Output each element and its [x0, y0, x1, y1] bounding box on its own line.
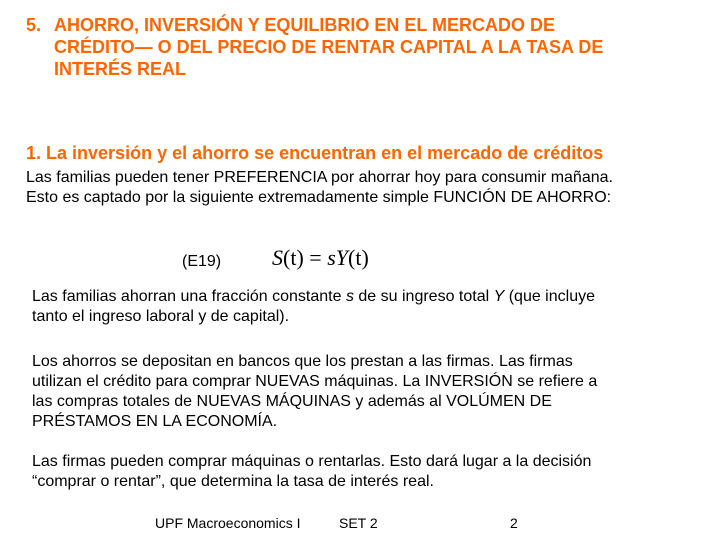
- section-heading-text: La inversión y el ahorro se encuentran en el mercado de créditos: [46, 143, 604, 163]
- section-number: 1.: [26, 143, 42, 163]
- paragraph2-text-c: (que incluye: [504, 288, 595, 305]
- paragraph3-line-1: Los ahorros se depositan en bancos que los prestan a las firmas. Las firmas: [32, 353, 573, 370]
- equation-lhs-arg: (t): [283, 245, 304, 270]
- paragraph4-line-1: Las firmas pueden comprar máquinas o rentarlas. Esto dará lugar a la decisión: [32, 453, 592, 470]
- paragraph2-var-y: Y: [493, 288, 505, 305]
- paragraph4-line-2: “comprar o rentar”, que determina la tasa de interés real.: [32, 473, 434, 490]
- equation-rhs-var: Y: [335, 245, 348, 270]
- paragraph3-line-3: las compras totales de NUEVAS MÁQUINAS y además al VOLÚMEN DE: [32, 393, 552, 410]
- title-line-1: AHORRO, INVERSIÓN Y EQUILIBRIO EN EL MERCADO DE: [54, 15, 556, 35]
- paragraph2-line-1: [32, 287, 712, 307]
- section-heading: [26, 142, 706, 164]
- paragraph2-var-s: s: [345, 288, 354, 305]
- paragraph-buy-or-rent: [32, 452, 712, 492]
- title-line-2: CRÉDITO— O DEL PRECIO DE RENTAR CAPITAL A LA TASA DE: [54, 37, 604, 57]
- paragraph2-line-2: tanto el ingreso laboral y de capital).: [32, 308, 290, 325]
- title-line-3: INTERÉS REAL: [54, 59, 187, 79]
- paragraph-savings-fraction: [32, 287, 712, 327]
- title-number: 5.: [26, 15, 42, 35]
- equation-lhs-var: S: [272, 245, 283, 270]
- paragraph-savings-preference: [26, 168, 716, 208]
- slide-title: [26, 14, 706, 80]
- paragraph3-line-4: PRÉSTAMOS EN LA ECONOMÍA.: [32, 413, 278, 430]
- paragraph3-line-2: utilizan el crédito para comprar NUEVAS máquinas. La INVERSIÓN se refiere a: [32, 373, 598, 390]
- equation-coef: s: [327, 245, 336, 270]
- footer-course: UPF Macroeconomics I: [155, 515, 301, 531]
- equation-rhs-arg: (t): [348, 245, 369, 270]
- savings-function-equation: [272, 244, 369, 272]
- paragraph-investment: [32, 352, 712, 432]
- paragraph1-line-1: Las familias pueden tener PREFERENCIA por ahorrar hoy para consumir mañana.: [26, 169, 613, 186]
- footer-page-number: 2: [510, 515, 518, 531]
- equation-equals: =: [303, 245, 328, 270]
- paragraph2-text-b: de su ingreso total: [353, 288, 494, 305]
- paragraph1-line-2: Esto es captado por la siguiente extremadamente simple FUNCIÓN DE AHORRO:: [26, 189, 612, 206]
- equation-label: (E19): [182, 253, 222, 270]
- paragraph2-text-a: Las familias ahorran una fracción constante: [32, 288, 346, 305]
- footer-set: SET 2: [339, 515, 378, 531]
